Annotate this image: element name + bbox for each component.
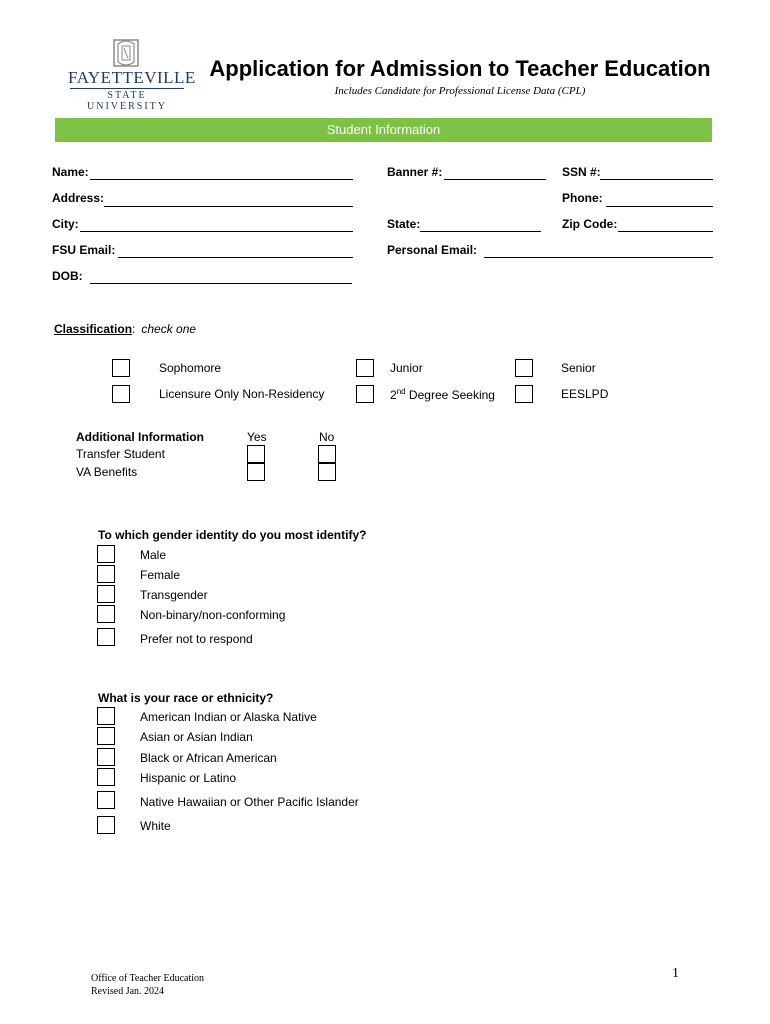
asian-checkbox[interactable] [97, 727, 115, 745]
gender-question: To which gender identity do you most identify? [98, 528, 367, 542]
transgender-checkbox[interactable] [97, 585, 115, 603]
white-checkbox[interactable] [97, 816, 115, 834]
black-checkbox[interactable] [97, 748, 115, 766]
native-hawaiian-label: Native Hawaiian or Other Pacific Islander [140, 795, 359, 809]
banner-field[interactable] [444, 179, 546, 180]
hispanic-label: Hispanic or Latino [140, 771, 237, 785]
no-column-label: No [319, 430, 335, 444]
footer-revised: Revised Jan. 2024 [91, 986, 165, 997]
asian-label: Asian or Asian Indian [140, 730, 253, 744]
junior-checkbox[interactable] [356, 359, 374, 377]
phone-field[interactable] [606, 206, 713, 207]
additional-info-heading: Additional Information [76, 430, 204, 444]
page-subtitle: Includes Candidate for Professional License Data (CPL) [334, 85, 586, 97]
va-yes-checkbox[interactable] [247, 463, 265, 481]
section-banner: Student Information [55, 118, 712, 142]
fsu-email-label: FSU Email: [52, 243, 116, 257]
state-field[interactable] [420, 231, 541, 232]
female-checkbox[interactable] [97, 565, 115, 583]
logo-subtitle: STATE UNIVERSITY [87, 90, 167, 112]
male-checkbox[interactable] [97, 545, 115, 563]
race-question: What is your race or ethnicity? [98, 691, 274, 705]
transfer-no-checkbox[interactable] [318, 445, 336, 463]
page-number: 1 [672, 966, 679, 981]
licensure-checkbox[interactable] [112, 385, 130, 403]
logo-name: FAYETTEVILLE [68, 68, 196, 87]
personal-email-label: Personal Email: [387, 243, 478, 257]
personal-email-field[interactable] [484, 257, 713, 258]
seal-icon [104, 36, 148, 70]
american-indian-checkbox[interactable] [97, 707, 115, 725]
dob-field[interactable] [90, 283, 352, 284]
yes-column-label: Yes [247, 430, 267, 444]
ssn-field[interactable] [600, 179, 713, 180]
zip-label: Zip Code: [562, 217, 618, 231]
city-field[interactable] [80, 231, 353, 232]
eeslpd-label: EESLPD [561, 387, 609, 401]
transfer-student-label: Transfer Student [76, 447, 165, 461]
black-label: Black or African American [140, 751, 277, 765]
page-title: Application for Admission to Teacher Education [209, 56, 711, 81]
footer [91, 972, 204, 998]
classification-hint: check one [141, 322, 197, 336]
non-binary-checkbox[interactable] [97, 605, 115, 623]
hispanic-checkbox[interactable] [97, 768, 115, 786]
zip-field[interactable] [618, 231, 713, 232]
state-label: State: [387, 217, 421, 231]
footer-office: Office of Teacher Education [91, 973, 205, 984]
va-no-checkbox[interactable] [318, 463, 336, 481]
name-label: Name: [52, 165, 89, 179]
va-benefits-label: VA Benefits [76, 465, 138, 479]
banner-label: Banner #: [387, 165, 443, 179]
phone-label: Phone: [562, 191, 603, 205]
university-logo [68, 36, 196, 112]
senior-checkbox[interactable] [515, 359, 533, 377]
prefer-not-label: Prefer not to respond [140, 632, 253, 646]
transgender-label: Transgender [140, 588, 208, 602]
second-degree-text: Degree Seeking [405, 388, 495, 402]
address-field[interactable] [104, 206, 353, 207]
senior-label: Senior [561, 361, 596, 375]
classification-heading [54, 322, 196, 336]
address-label: Address: [52, 191, 105, 205]
logo-divider [70, 88, 184, 89]
city-label: City: [52, 217, 79, 231]
transfer-yes-checkbox[interactable] [247, 445, 265, 463]
dob-label: DOB: [52, 269, 83, 283]
second-degree-checkbox[interactable] [356, 385, 374, 403]
eeslpd-checkbox[interactable] [515, 385, 533, 403]
non-binary-label: Non-binary/non-conforming [140, 608, 286, 622]
american-indian-label: American Indian or Alaska Native [140, 710, 317, 724]
sophomore-checkbox[interactable] [112, 359, 130, 377]
licensure-label: Licensure Only Non-Residency [159, 387, 325, 401]
sophomore-label: Sophomore [159, 361, 222, 375]
name-field[interactable] [90, 179, 353, 180]
male-label: Male [140, 548, 167, 562]
native-hawaiian-checkbox[interactable] [97, 791, 115, 809]
prefer-not-checkbox[interactable] [97, 628, 115, 646]
second-degree-number: 2 [390, 388, 397, 402]
classification-label: Classification [54, 322, 133, 336]
classification-colon: : [132, 322, 136, 336]
second-degree-suffix: nd [396, 387, 406, 396]
junior-label: Junior [390, 361, 423, 375]
second-degree-label [390, 387, 495, 402]
fsu-email-field[interactable] [118, 257, 353, 258]
female-label: Female [140, 568, 181, 582]
white-label: White [140, 819, 171, 833]
ssn-label: SSN #: [562, 165, 601, 179]
